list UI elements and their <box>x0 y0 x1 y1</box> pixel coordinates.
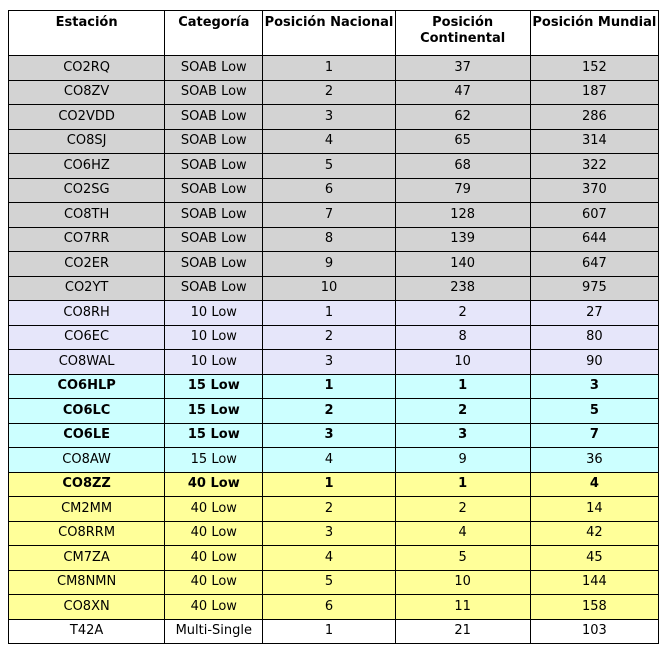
cell-category: SOAB Low <box>165 105 263 130</box>
cell-station: CO6LC <box>9 399 165 424</box>
cell-national-position: 6 <box>263 595 395 620</box>
cell-world-position: 370 <box>530 178 658 203</box>
cell-category: 10 Low <box>165 350 263 375</box>
cell-station: CO2RQ <box>9 56 165 81</box>
header-station: Estación <box>9 11 165 56</box>
cell-national-position: 3 <box>263 350 395 375</box>
table-row <box>9 252 659 277</box>
cell-world-position: 7 <box>530 423 658 448</box>
cell-category: 40 Low <box>165 472 263 497</box>
cell-category: 15 Low <box>165 374 263 399</box>
table-row <box>9 595 659 620</box>
cell-continental-position: 5 <box>395 546 530 571</box>
table-row <box>9 325 659 350</box>
cell-station: CO6LE <box>9 423 165 448</box>
cell-continental-position: 139 <box>395 227 530 252</box>
cell-world-position: 5 <box>530 399 658 424</box>
table-row <box>9 374 659 399</box>
cell-category: SOAB Low <box>165 154 263 179</box>
cell-world-position: 322 <box>530 154 658 179</box>
cell-world-position: 647 <box>530 252 658 277</box>
cell-continental-position: 65 <box>395 129 530 154</box>
cell-station: CO2YT <box>9 276 165 301</box>
cell-category: Multi-Single <box>165 619 263 644</box>
cell-national-position: 2 <box>263 325 395 350</box>
cell-continental-position: 10 <box>395 350 530 375</box>
cell-world-position: 14 <box>530 497 658 522</box>
table-row <box>9 448 659 473</box>
cell-continental-position: 2 <box>395 497 530 522</box>
cell-category: 15 Low <box>165 399 263 424</box>
header-category: Categoría <box>165 11 263 56</box>
cell-continental-position: 4 <box>395 521 530 546</box>
table-row <box>9 472 659 497</box>
cell-world-position: 4 <box>530 472 658 497</box>
cell-category: 40 Low <box>165 497 263 522</box>
table-row <box>9 301 659 326</box>
cell-continental-position: 2 <box>395 399 530 424</box>
cell-national-position: 5 <box>263 154 395 179</box>
cell-world-position: 152 <box>530 56 658 81</box>
table-body <box>9 56 659 644</box>
cell-national-position: 1 <box>263 56 395 81</box>
results-table <box>8 10 659 644</box>
cell-category: 40 Low <box>165 521 263 546</box>
table-row <box>9 399 659 424</box>
cell-station: CO6EC <box>9 325 165 350</box>
table-row <box>9 521 659 546</box>
table-row <box>9 227 659 252</box>
cell-station: CO8TH <box>9 203 165 228</box>
cell-national-position: 1 <box>263 301 395 326</box>
cell-national-position: 4 <box>263 546 395 571</box>
cell-national-position: 1 <box>263 472 395 497</box>
cell-continental-position: 9 <box>395 448 530 473</box>
cell-national-position: 2 <box>263 80 395 105</box>
table-row <box>9 497 659 522</box>
cell-world-position: 90 <box>530 350 658 375</box>
cell-station: CO8AW <box>9 448 165 473</box>
cell-category: SOAB Low <box>165 56 263 81</box>
cell-continental-position: 1 <box>395 374 530 399</box>
cell-category: 40 Low <box>165 570 263 595</box>
table-row <box>9 570 659 595</box>
cell-world-position: 3 <box>530 374 658 399</box>
cell-continental-position: 140 <box>395 252 530 277</box>
cell-national-position: 10 <box>263 276 395 301</box>
cell-world-position: 45 <box>530 546 658 571</box>
cell-world-position: 158 <box>530 595 658 620</box>
cell-national-position: 2 <box>263 399 395 424</box>
header-national-position: Posición Nacional <box>263 11 395 56</box>
cell-station: CO8SJ <box>9 129 165 154</box>
cell-category: SOAB Low <box>165 178 263 203</box>
cell-continental-position: 37 <box>395 56 530 81</box>
cell-station: CO2ER <box>9 252 165 277</box>
cell-national-position: 7 <box>263 203 395 228</box>
cell-national-position: 1 <box>263 374 395 399</box>
cell-national-position: 3 <box>263 423 395 448</box>
table-row <box>9 56 659 81</box>
cell-world-position: 187 <box>530 80 658 105</box>
cell-category: SOAB Low <box>165 227 263 252</box>
cell-station: CM8NMN <box>9 570 165 595</box>
cell-category: SOAB Low <box>165 129 263 154</box>
cell-category: SOAB Low <box>165 80 263 105</box>
cell-national-position: 1 <box>263 619 395 644</box>
cell-station: CO2VDD <box>9 105 165 130</box>
header-row <box>9 11 659 56</box>
cell-station: CO6HZ <box>9 154 165 179</box>
cell-continental-position: 2 <box>395 301 530 326</box>
table-row <box>9 203 659 228</box>
table-row <box>9 423 659 448</box>
cell-national-position: 9 <box>263 252 395 277</box>
cell-continental-position: 3 <box>395 423 530 448</box>
cell-station: CO7RR <box>9 227 165 252</box>
cell-category: 10 Low <box>165 301 263 326</box>
cell-continental-position: 238 <box>395 276 530 301</box>
cell-category: SOAB Low <box>165 203 263 228</box>
cell-continental-position: 11 <box>395 595 530 620</box>
table-row <box>9 619 659 644</box>
cell-national-position: 5 <box>263 570 395 595</box>
cell-station: CO2SG <box>9 178 165 203</box>
cell-national-position: 3 <box>263 521 395 546</box>
cell-continental-position: 8 <box>395 325 530 350</box>
table-row <box>9 350 659 375</box>
cell-national-position: 2 <box>263 497 395 522</box>
cell-world-position: 314 <box>530 129 658 154</box>
cell-category: 10 Low <box>165 325 263 350</box>
cell-station: CO8WAL <box>9 350 165 375</box>
cell-continental-position: 10 <box>395 570 530 595</box>
cell-world-position: 42 <box>530 521 658 546</box>
header-continental-label: Posición Continental <box>420 15 506 46</box>
cell-category: SOAB Low <box>165 276 263 301</box>
cell-station: CO8ZV <box>9 80 165 105</box>
cell-world-position: 975 <box>530 276 658 301</box>
table-row <box>9 154 659 179</box>
cell-station: T42A <box>9 619 165 644</box>
cell-station: CO8RRM <box>9 521 165 546</box>
table-row <box>9 276 659 301</box>
cell-continental-position: 47 <box>395 80 530 105</box>
cell-continental-position: 1 <box>395 472 530 497</box>
table-row <box>9 80 659 105</box>
cell-national-position: 4 <box>263 129 395 154</box>
cell-continental-position: 128 <box>395 203 530 228</box>
cell-world-position: 36 <box>530 448 658 473</box>
cell-category: 15 Low <box>165 423 263 448</box>
table-row <box>9 178 659 203</box>
cell-station: CM7ZA <box>9 546 165 571</box>
cell-station: CO8RH <box>9 301 165 326</box>
cell-world-position: 144 <box>530 570 658 595</box>
cell-continental-position: 21 <box>395 619 530 644</box>
header-world-position: Posición Mundial <box>530 11 658 56</box>
cell-national-position: 6 <box>263 178 395 203</box>
table-row <box>9 105 659 130</box>
cell-category: SOAB Low <box>165 252 263 277</box>
header-continental-position <box>395 11 530 56</box>
cell-station: CM2MM <box>9 497 165 522</box>
cell-world-position: 27 <box>530 301 658 326</box>
table-row <box>9 129 659 154</box>
table-row <box>9 546 659 571</box>
cell-national-position: 3 <box>263 105 395 130</box>
cell-continental-position: 79 <box>395 178 530 203</box>
cell-category: 40 Low <box>165 546 263 571</box>
cell-world-position: 644 <box>530 227 658 252</box>
cell-category: 40 Low <box>165 595 263 620</box>
cell-world-position: 286 <box>530 105 658 130</box>
cell-station: CO8XN <box>9 595 165 620</box>
cell-world-position: 103 <box>530 619 658 644</box>
cell-continental-position: 68 <box>395 154 530 179</box>
cell-national-position: 4 <box>263 448 395 473</box>
cell-world-position: 80 <box>530 325 658 350</box>
cell-station: CO6HLP <box>9 374 165 399</box>
cell-continental-position: 62 <box>395 105 530 130</box>
cell-world-position: 607 <box>530 203 658 228</box>
cell-category: 15 Low <box>165 448 263 473</box>
cell-station: CO8ZZ <box>9 472 165 497</box>
cell-national-position: 8 <box>263 227 395 252</box>
